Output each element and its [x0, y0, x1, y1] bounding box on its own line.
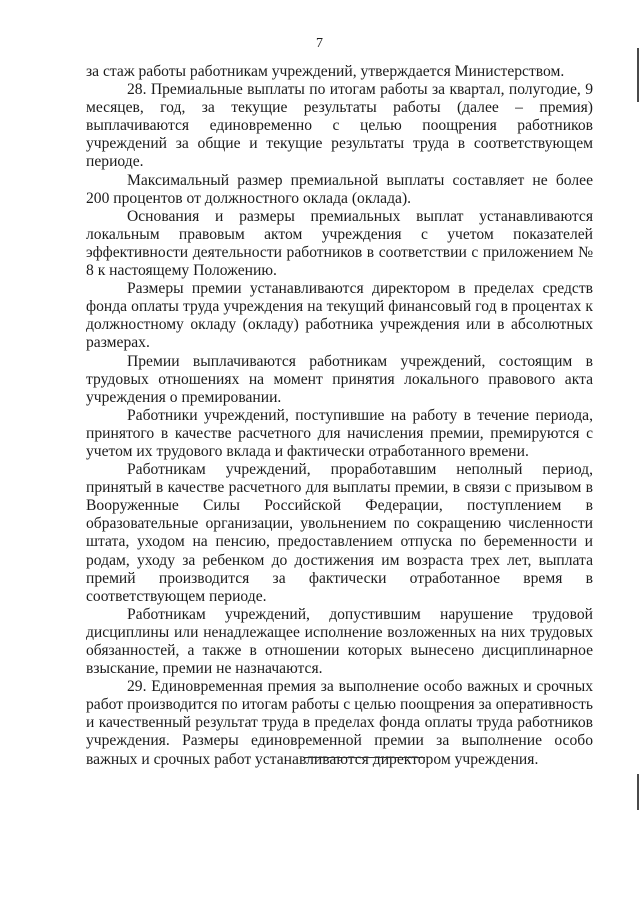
- paragraph-new-employees: Работники учреждений, поступившие на работу в течение периода, принятого в качестве расчетного для начисления премии, премируются с учетом их трудового вклада и фактически отработанного времени.: [86, 406, 593, 460]
- paragraph-bonus-amounts: Размеры премии устанавливаются директором в пределах средств фонда оплаты труда учреждения на текущий финансовый год в процентах к должностному окладу (окладу) работника учреждения или в абсолютных размерах.: [86, 280, 593, 352]
- paragraph-item-29: 29. Единовременная премия за выполнение особо важных и срочных работ производится по итогам работы с целью поощрения за оперативность и качественный результат труда в пределах фонда оплаты труда работников учреждения. Размеры единовременной премии за выполнение особо важных и срочных работ устанавливаются директором учреждения.: [86, 678, 593, 768]
- paragraph-item-28: 28. Премиальные выплаты по итогам работы за квартал, полугодие, 9 месяцев, год, за текущие результаты работы (далее – премия) выплачиваются единовременно с целью поощрения работников учреждений за общие и текущие результаты труда в соответствующем периоде.: [86, 81, 593, 171]
- paragraph-bonus-eligibility: Премии выплачиваются работникам учреждений, состоящим в трудовых отношениях на момент принятия локального правового акта учреждения о премировании.: [86, 352, 593, 406]
- end-separator-line: [303, 757, 425, 758]
- paragraph-bonus-grounds: Основания и размеры премиальных выплат устанавливаются локальным правовым актом учреждения с учетом показателей эффективности деятельности работников в соответствии с приложением № 8 к настоящему Положению.: [86, 207, 593, 280]
- page-number: 7: [316, 36, 323, 51]
- paragraph-disciplinary: Работникам учреждений, допустившим нарушение трудовой дисциплины или ненадлежащее исполнение возложенных на них трудовых обязанностей, а также в отношении которых вынесено дисциплинарное взыскание, премии не назначаются.: [86, 605, 593, 678]
- paragraph-partial-period: Работникам учреждений, проработавшим неполный период, принятый в качестве расчетного для выплаты премии, в связи с призывом в Вооруженные Силы Российской Федерации, поступлением в образовательные организации, увольнением по сокращению численности штата, уходом на пенсию, предоставлением отпуска по беременности и родам, уходу за ребенком до достижения им возраста трех лет, выплата премий производится за фактически отработанное время в соответствующем периоде.: [86, 461, 593, 605]
- paragraph-continuation: за стаж работы работникам учреждений, утверждается Министерством.: [86, 63, 565, 80]
- document-body: [86, 63, 593, 769]
- paragraph-max-bonus: Максимальный размер премиальной выплаты составляет не более 200 процентов от должностного оклада (оклада).: [86, 171, 593, 207]
